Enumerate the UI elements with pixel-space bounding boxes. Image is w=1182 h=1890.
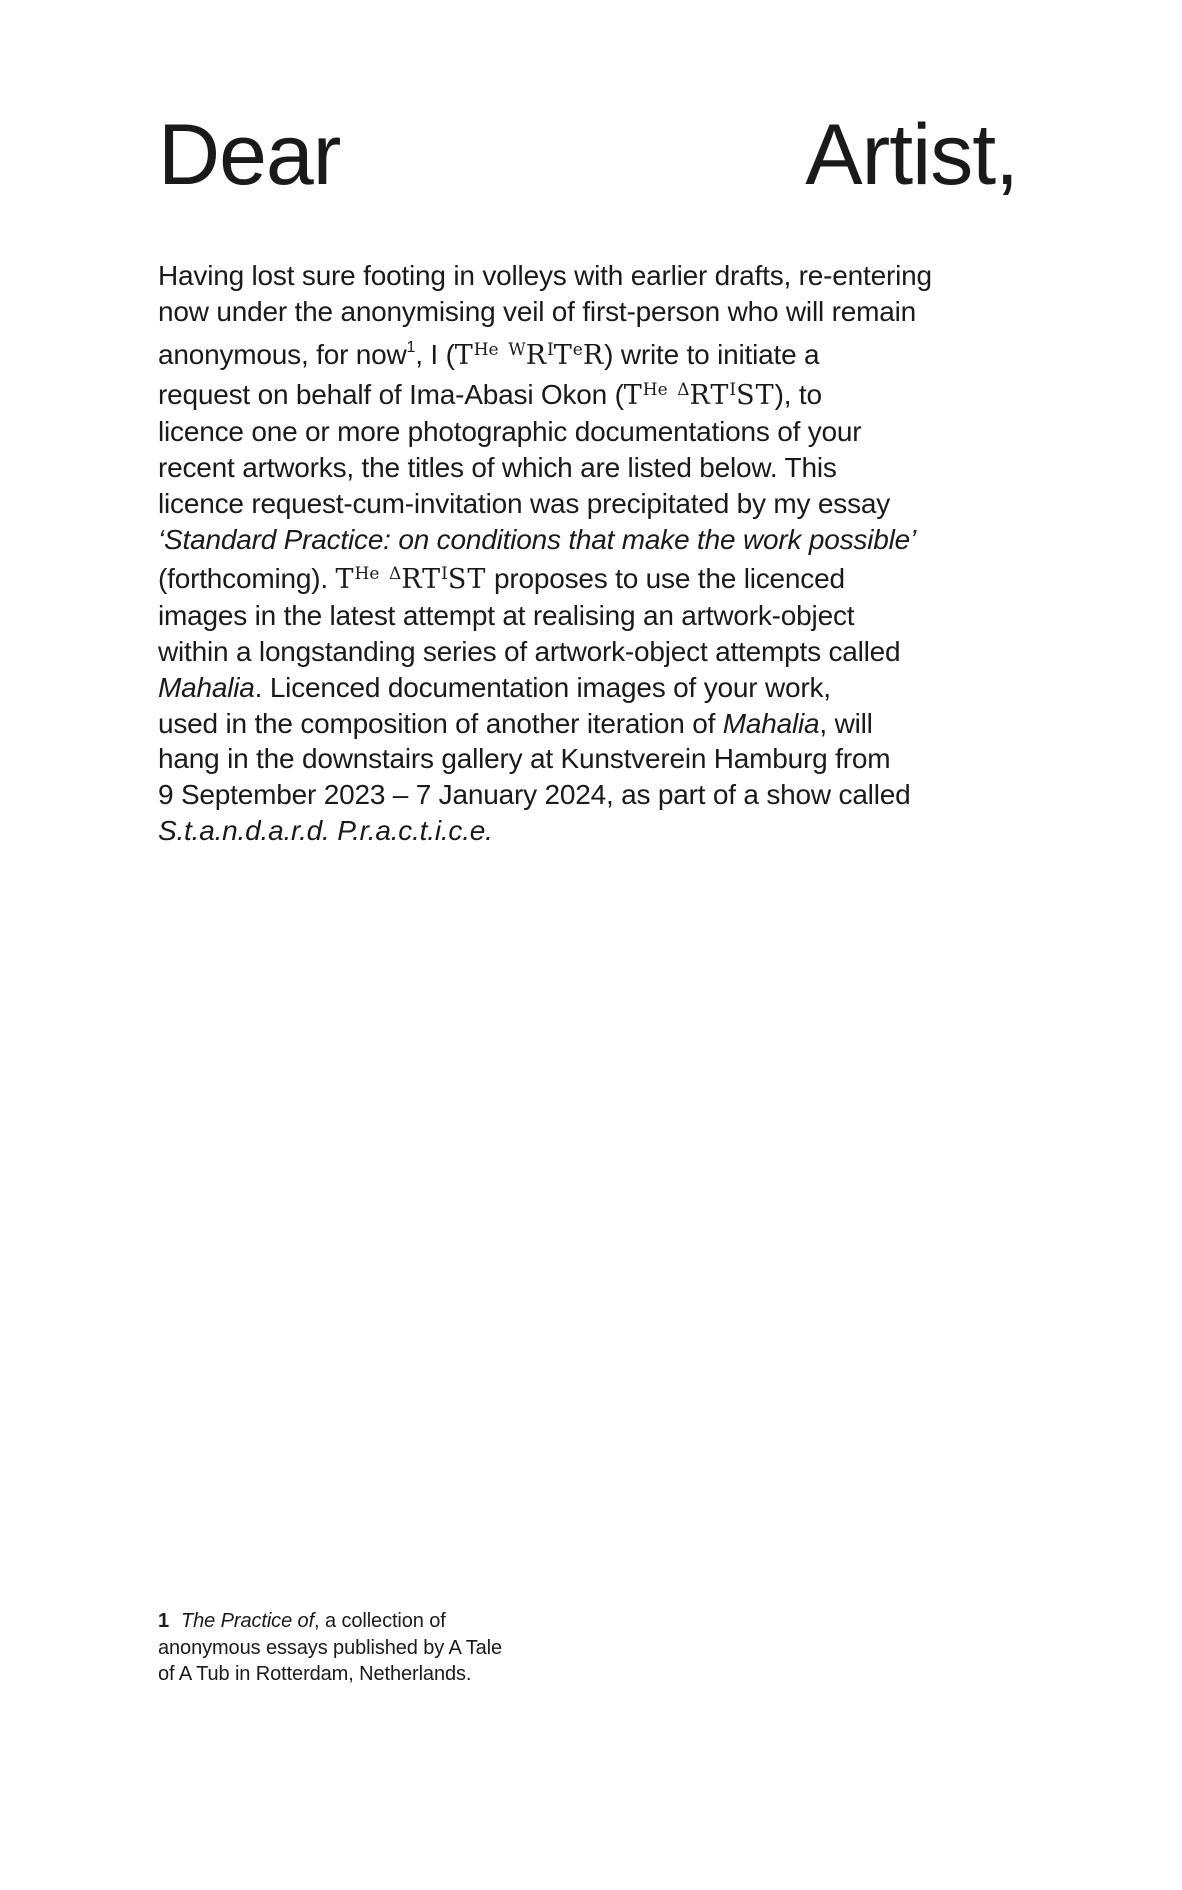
body-line: Having lost sure footing in volleys with earlier drafts, re-entering [158, 260, 932, 291]
artwork-title: Mahalia [722, 707, 820, 739]
body-line: images in the latest attempt at realising an artwork-object [158, 600, 855, 632]
body-line: hang in the downstairs gallery at Kunstverein Hamburg from [158, 743, 891, 775]
body-line: recent artworks, the titles of which are listed below. This [158, 451, 837, 483]
footnote-line: 1 The Practice of, a collection of [158, 1610, 446, 1632]
letter-body [158, 258, 1038, 849]
show-title: S.t.a.n.d.a.r.d. P.r.a.c.t.i.c.e. [158, 814, 493, 846]
essay-title: ‘Standard Practice: on conditions that make the work possible’ [158, 523, 917, 555]
body-line: 9 September 2023 – 7 January 2024, as part of a show called [158, 779, 911, 811]
body-line: request on behalf of Ima-Abasi Okon ($T^{He}$ $^\Delta RT^IST$), to [158, 373, 1038, 414]
body-line: Mahalia. Licenced documentation images of your work, [158, 671, 831, 703]
body-line: licence request-cum-invitation was precipitated by my essay [158, 487, 891, 519]
heading-addressee: Artist, [805, 107, 1018, 203]
the-writer-glyph: $T^{He}$ $^WR^IT^eR$ [454, 339, 605, 371]
footnote-book-title: The Practice of [181, 1610, 315, 1632]
body-line [158, 813, 1038, 849]
body-line: licence one or more photographic documentations of your [158, 416, 862, 448]
the-artist-glyph: $T^{He}$ $^\Delta RT^IST$ [623, 380, 775, 412]
body-line: within a longstanding series of artwork-object attempts called [158, 635, 901, 667]
body-line: now under the anonymising veil of first-person who will remain [158, 295, 916, 327]
body-line: used in the composition of another iteration of Mahalia, will [158, 707, 873, 739]
letter-heading [158, 100, 1018, 210]
body-line [158, 522, 1038, 558]
footnote-line: anonymous essays published by A Tale [158, 1636, 503, 1659]
footnote [158, 1608, 578, 1688]
heading-salutation: Dear [158, 107, 341, 203]
footnote-reference: 1 [406, 338, 416, 356]
footnote-line: of A Tub in Rotterdam, Netherlands. [158, 1663, 472, 1685]
body-line: anonymous, for now$^1$, I ($T^{He}$ $^WR^IT^eR$) write to initiate a [158, 330, 1038, 374]
body-line: (forthcoming). $T^{He}$ $^\Delta RT^IST$ proposes to use the licenced [158, 557, 1038, 598]
the-artist-glyph: $T^{He}$ $^\Delta RT^IST$ [335, 564, 487, 596]
artwork-title: Mahalia [158, 671, 255, 703]
footnote-number: 1 [158, 1610, 170, 1632]
